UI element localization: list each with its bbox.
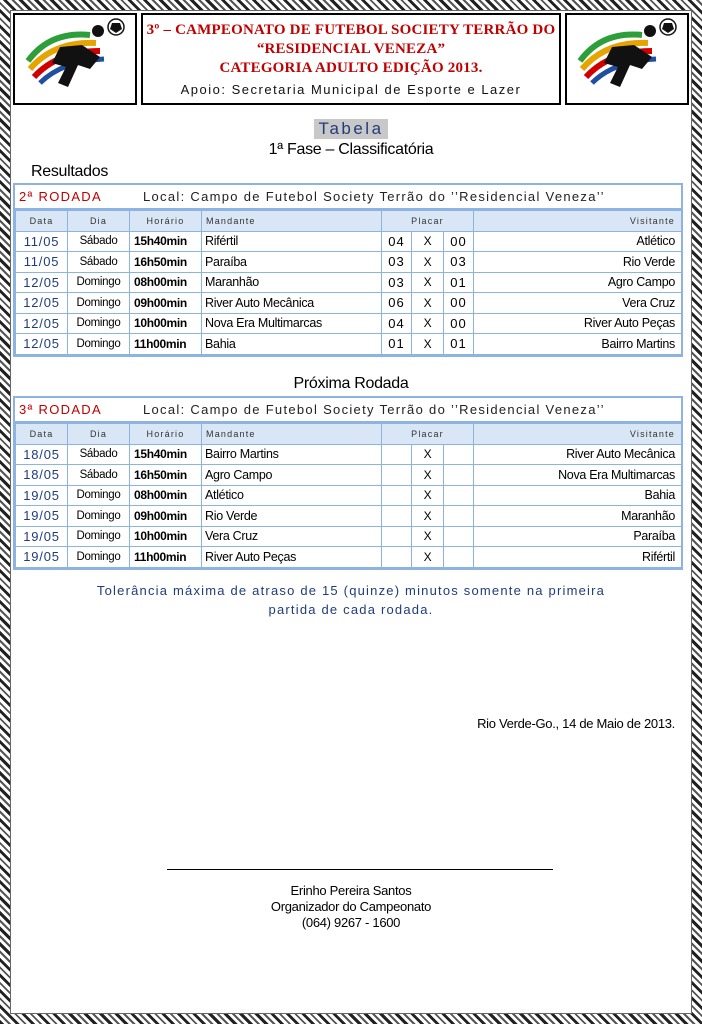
away-score	[444, 506, 474, 527]
away-score	[444, 547, 474, 568]
away-score	[444, 444, 474, 465]
versus-mark: X	[412, 465, 444, 486]
match-day: Domingo	[68, 526, 130, 547]
away-team: Maranhão	[474, 506, 682, 527]
results-header-row	[16, 211, 682, 232]
versus-mark: X	[412, 231, 444, 252]
match-date: 19/05	[16, 506, 68, 527]
match-day: Sábado	[68, 444, 130, 465]
next-round-table	[15, 423, 682, 568]
col-data: Data	[16, 424, 68, 445]
away-team: Nova Era Multimarcas	[474, 465, 682, 486]
page	[10, 10, 692, 1014]
col-horario: Horário	[130, 424, 202, 445]
match-day: Domingo	[68, 293, 130, 314]
match-date: 12/05	[16, 293, 68, 314]
match-date: 12/05	[16, 313, 68, 334]
home-team: Atlético	[202, 485, 382, 506]
match-time: 15h40min	[130, 231, 202, 252]
title-line-3: CATEGORIA ADULTO EDIÇÃO 2013.	[219, 60, 483, 76]
match-day: Domingo	[68, 485, 130, 506]
match-day: Domingo	[68, 506, 130, 527]
versus-mark: X	[412, 252, 444, 273]
away-score: 00	[444, 313, 474, 334]
match-time: 09h00min	[130, 506, 202, 527]
match-day: Domingo	[68, 272, 130, 293]
away-team: Atlético	[474, 231, 682, 252]
match-time: 11h00min	[130, 547, 202, 568]
away-score	[444, 526, 474, 547]
title-box	[141, 13, 561, 105]
away-score: 00	[444, 231, 474, 252]
organizer-role: Organizador do Campeonato	[270, 899, 432, 914]
match-row	[16, 272, 682, 293]
away-team: Bahia	[474, 485, 682, 506]
match-row	[16, 313, 682, 334]
col-visitante: Visitante	[474, 211, 682, 232]
match-row	[16, 547, 682, 568]
match-row	[16, 293, 682, 314]
tolerance-note-line-1: Tolerância máxima de atraso de 15 (quinze) minutos somente na primeira	[96, 583, 606, 598]
away-score: 00	[444, 293, 474, 314]
match-day: Sábado	[68, 252, 130, 273]
versus-mark: X	[412, 272, 444, 293]
signature-line	[167, 869, 553, 870]
results-title: Resultados	[31, 163, 109, 180]
away-team: Agro Campo	[474, 272, 682, 293]
away-score: 01	[444, 272, 474, 293]
home-team: River Auto Peças	[202, 547, 382, 568]
signature-block	[11, 883, 691, 931]
next-round-header-row	[16, 424, 682, 445]
home-team: Rio Verde	[202, 506, 382, 527]
next-round-label: 3ª RODADA	[19, 402, 102, 417]
header	[11, 11, 691, 107]
match-time: 15h40min	[130, 444, 202, 465]
match-time: 10h00min	[130, 526, 202, 547]
versus-mark: X	[412, 444, 444, 465]
tabela-heading-wrap	[11, 119, 691, 139]
col-visitante: Visitante	[474, 424, 682, 445]
away-score	[444, 465, 474, 486]
tolerance-note	[11, 581, 691, 619]
home-score: 01	[382, 334, 412, 355]
home-score	[382, 465, 412, 486]
match-date: 11/05	[16, 252, 68, 273]
match-date: 19/05	[16, 547, 68, 568]
away-score	[444, 485, 474, 506]
col-data: Data	[16, 211, 68, 232]
apoio-text: Apoio: Secretaria Municipal de Esporte e Lazer	[180, 82, 522, 97]
match-row	[16, 465, 682, 486]
col-placar: Placar	[382, 424, 474, 445]
home-team: Rifértil	[202, 231, 382, 252]
home-score: 04	[382, 313, 412, 334]
title-line-1: 3º – CAMPEONATO DE FUTEBOL SOCIETY TERRÃO DO	[146, 22, 556, 38]
home-score: 06	[382, 293, 412, 314]
match-day: Domingo	[68, 547, 130, 568]
home-score: 03	[382, 272, 412, 293]
championship-logo-right	[565, 13, 689, 105]
match-day: Sábado	[68, 231, 130, 252]
home-score	[382, 526, 412, 547]
match-time: 10h00min	[130, 313, 202, 334]
away-team: Paraíba	[474, 526, 682, 547]
results-round-header	[15, 185, 681, 210]
match-row	[16, 485, 682, 506]
match-day: Domingo	[68, 313, 130, 334]
home-score	[382, 547, 412, 568]
away-team: Rifértil	[474, 547, 682, 568]
home-team: Paraíba	[202, 252, 382, 273]
home-team: Vera Cruz	[202, 526, 382, 547]
championship-logo-left	[13, 13, 137, 105]
col-placar: Placar	[382, 211, 474, 232]
home-score	[382, 444, 412, 465]
away-score: 01	[444, 334, 474, 355]
soccer-player-logo-icon	[20, 17, 130, 101]
versus-mark: X	[412, 313, 444, 334]
versus-mark: X	[412, 526, 444, 547]
away-team: River Auto Mecânica	[474, 444, 682, 465]
col-dia: Dia	[68, 211, 130, 232]
match-row	[16, 231, 682, 252]
next-round-title: Próxima Rodada	[293, 375, 409, 392]
home-score: 04	[382, 231, 412, 252]
next-round-header	[15, 398, 681, 423]
away-score: 03	[444, 252, 474, 273]
match-date: 12/05	[16, 272, 68, 293]
match-row	[16, 526, 682, 547]
col-mandante: Mandante	[202, 424, 382, 445]
tabela-heading: Tabela	[314, 119, 387, 139]
away-team: Bairro Martins	[474, 334, 682, 355]
match-date: 12/05	[16, 334, 68, 355]
versus-mark: X	[412, 293, 444, 314]
match-row	[16, 334, 682, 355]
versus-mark: X	[412, 334, 444, 355]
col-dia: Dia	[68, 424, 130, 445]
col-horario: Horário	[130, 211, 202, 232]
home-team: Maranhão	[202, 272, 382, 293]
organizer-phone: (064) 9267 - 1600	[301, 915, 401, 930]
match-day: Sábado	[68, 465, 130, 486]
results-table	[15, 210, 682, 355]
match-date: 11/05	[16, 231, 68, 252]
organizer-name: Erinho Pereira Santos	[290, 883, 412, 898]
match-row	[16, 444, 682, 465]
home-team: Bairro Martins	[202, 444, 382, 465]
match-time: 08h00min	[130, 485, 202, 506]
match-time: 16h50min	[130, 252, 202, 273]
match-date: 18/05	[16, 465, 68, 486]
home-team: Agro Campo	[202, 465, 382, 486]
versus-mark: X	[412, 547, 444, 568]
away-team: River Auto Peças	[474, 313, 682, 334]
results-local: Local: Campo de Futebol Society Terrão do ’’Residencial Veneza’’	[143, 189, 605, 204]
tolerance-note-line-2: partida de cada rodada.	[268, 602, 434, 617]
home-team: Nova Era Multimarcas	[202, 313, 382, 334]
match-row	[16, 506, 682, 527]
home-score	[382, 506, 412, 527]
col-mandante: Mandante	[202, 211, 382, 232]
match-row	[16, 252, 682, 273]
away-team: Rio Verde	[474, 252, 682, 273]
results-round-label: 2ª RODADA	[19, 189, 102, 204]
match-time: 09h00min	[130, 293, 202, 314]
next-round-local: Local: Campo de Futebol Society Terrão do ’’Residencial Veneza’’	[143, 402, 605, 417]
home-score: 03	[382, 252, 412, 273]
home-team: River Auto Mecânica	[202, 293, 382, 314]
home-team: Bahia	[202, 334, 382, 355]
phase-title: 1ª Fase – Classificatória	[268, 141, 434, 158]
results-table-block	[13, 183, 683, 357]
match-day: Domingo	[68, 334, 130, 355]
match-time: 16h50min	[130, 465, 202, 486]
versus-mark: X	[412, 485, 444, 506]
match-date: 19/05	[16, 526, 68, 547]
soccer-player-logo-icon	[572, 17, 682, 101]
match-date: 18/05	[16, 444, 68, 465]
title-line-2: “RESIDENCIAL VENEZA”	[256, 41, 446, 57]
match-time: 08h00min	[130, 272, 202, 293]
next-round-table-block	[13, 396, 683, 570]
versus-mark: X	[412, 506, 444, 527]
home-score	[382, 485, 412, 506]
away-team: Vera Cruz	[474, 293, 682, 314]
match-time: 11h00min	[130, 334, 202, 355]
place-date: Rio Verde-Go., 14 de Maio de 2013.	[477, 716, 675, 731]
match-date: 19/05	[16, 485, 68, 506]
